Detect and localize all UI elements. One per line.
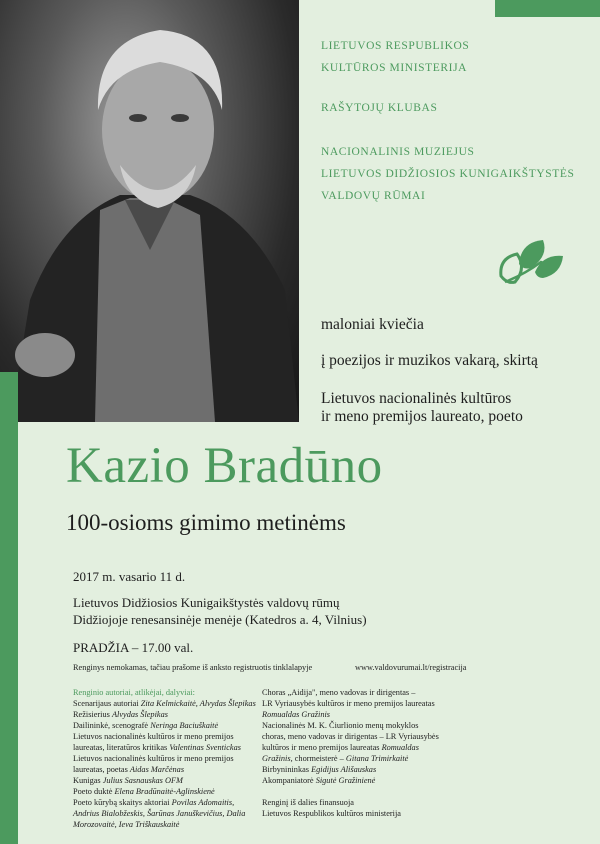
credit-line: choras, meno vadovas ir dirigentas – LR Vyriausybės xyxy=(262,732,439,741)
credit-line: Morozovaitė, Ieva Triškauskaitė xyxy=(73,820,180,829)
organizer-writers-club: RAŠYTOJŲ KLUBAS xyxy=(321,102,438,114)
poet-name-heading: Kazio Bradūno xyxy=(66,438,383,494)
credit-line: Romualdas Gražinis xyxy=(262,710,330,719)
intro-line-3: Lietuvos nacionalinės kultūros xyxy=(321,390,512,407)
credit-line: Poeto kūrybą skaitys aktoriai Povilas Adomaitis, xyxy=(73,798,235,807)
credits-left-list xyxy=(73,698,258,830)
credit-line: Gražinis, chormeisterė – Gitana Trimirkaitė xyxy=(262,754,409,763)
poet-portrait-photo xyxy=(0,0,299,422)
credit-line: Dailininkė, scenografė Neringa Baciuškaitė xyxy=(73,721,219,730)
intro-line-4: ir meno premijos laureato, poeto xyxy=(321,408,523,425)
event-start-time: PRADŽIA – 17.00 val. xyxy=(73,640,194,655)
funding-line-1: Renginį iš dalies finansuoja xyxy=(262,798,354,807)
credit-line: Choras „Aidija", meno vadovas ir dirigentas – xyxy=(262,688,416,697)
credits-heading: Renginio autoriai, atlikėjai, dalyviai: xyxy=(73,688,195,697)
credit-line: LR Vyriausybės kultūros ir meno premijos laureatas xyxy=(262,699,435,708)
credit-line: laureatas, poetas Aidas Marčėnas xyxy=(73,765,185,774)
left-accent-bar xyxy=(0,372,18,844)
credit-line: Lietuvos nacionalinės kultūros ir meno premijos xyxy=(73,754,234,763)
credits-right-list xyxy=(262,687,462,819)
credit-line: Scenarijaus autoriai Zita Kelmickaitė, Alvydas Šlepikas xyxy=(73,699,256,708)
credit-line: Lietuvos nacionalinės kultūros ir meno premijos xyxy=(73,732,234,741)
credit-line: Andrius Bialobžeskis, Šarūnas Januškevičius, Dalia xyxy=(73,809,246,818)
top-accent-bar xyxy=(495,0,600,17)
event-venue-line-2: Didžiojoje renesansinėje menėje (Katedros a. 4, Vilnius) xyxy=(73,612,367,627)
credit-line: Nacionalinės M. K. Čiurlionio menų mokyklos xyxy=(262,721,419,730)
event-venue-line-1: Lietuvos Didžiosios Kunigaikštystės valdovų rūmų xyxy=(73,595,340,610)
organizer-ministry: LIETUVOS RESPUBLIKOS KULTŪROS MINISTERIJA xyxy=(321,40,470,74)
intro-line-2: į poezijos ir muzikos vakarą, skirtą xyxy=(321,352,538,369)
credit-line: Akompaniatorė Sigutė Gražinienė xyxy=(262,776,376,785)
funding-line-2: Lietuvos Respublikos kultūros ministerija xyxy=(262,809,401,818)
event-date: 2017 m. vasario 11 d. xyxy=(73,569,186,584)
credit-line: laureatas, literatūros kritikas Valentinas Sventickas xyxy=(73,743,241,752)
credit-line: Poeto duktė Elena Bradūnaitė-Aglinskienė xyxy=(73,787,215,796)
registration-link[interactable]: www.valdovurumai.lt/registracija xyxy=(355,663,467,672)
leaf-logo-icon xyxy=(495,236,567,292)
credit-line: Režisierius Alvydas Šlepikas xyxy=(73,710,168,719)
anniversary-subtitle: 100-osioms gimimo metinėms xyxy=(66,510,346,535)
organizer-palace-museum: NACIONALINIS MUZIEJUS LIETUVOS DIDŽIOSIOS KUNIGAIKŠTYSTĖS VALDOVŲ RŪMAI xyxy=(321,146,575,202)
credit-line: Kunigas Julius Sasnauskas OFM xyxy=(73,776,183,785)
intro-line-1: maloniai kviečia xyxy=(321,316,424,333)
registration-note: Renginys nemokamas, tačiau prašome iš anksto registruotis tinklalapyje xyxy=(73,663,313,672)
credit-line: Birbynininkas Egidijus Ališauskas xyxy=(262,765,377,774)
credit-line: kultūros ir meno premijos laureatas Romualdas xyxy=(262,743,419,752)
